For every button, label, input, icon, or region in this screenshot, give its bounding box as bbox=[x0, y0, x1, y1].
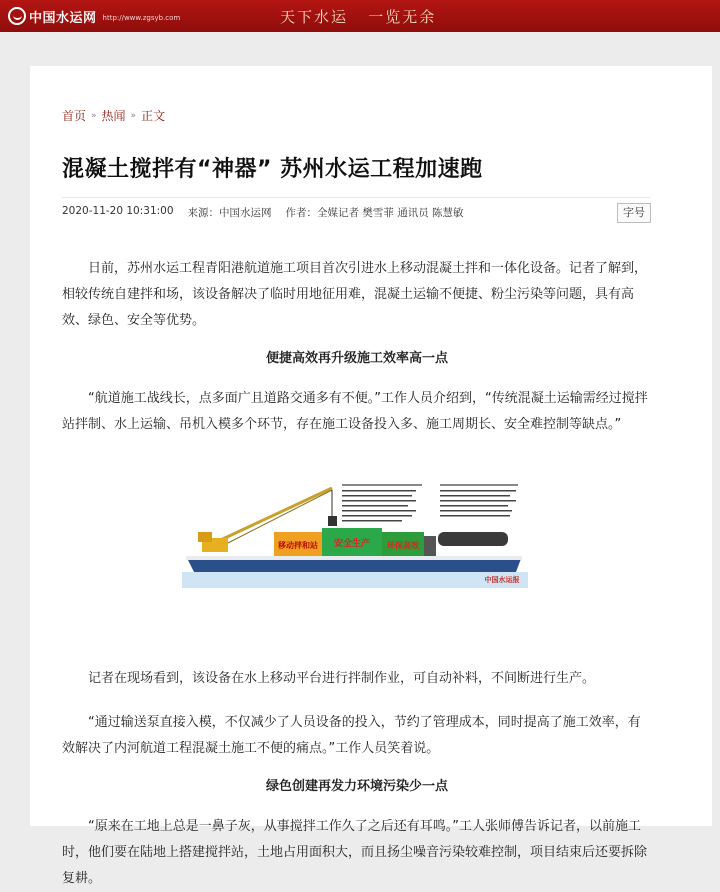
article-meta bbox=[62, 205, 464, 220]
article-date: 2020-11-20 10:31:00 bbox=[62, 205, 174, 217]
paragraph bbox=[62, 710, 652, 762]
section-heading: 便捷高效再升级施工效率高一点 bbox=[265, 351, 448, 366]
logo-icon bbox=[8, 7, 26, 25]
site-header bbox=[0, 0, 720, 32]
logo-text: 中国水运网 bbox=[29, 10, 97, 26]
paragraph-text: “通过输送泵直接入模，不仅减少了人员设备的投入，节约了管理成本，同时提高了施工效率，有效解决了内河航道工程混凝土施工不便的痛点。”工作人员笑着说。 bbox=[62, 715, 641, 756]
watermark: 中国水运报 bbox=[484, 575, 520, 584]
logo-url: http://www.zgsyb.com bbox=[102, 14, 181, 22]
paragraph-text: 日前，苏州水运工程青阳港航道施工项目首次引进水上移动混凝土拌和一体化设备。记者了解到，相较传统自建拌和场，该设备解决了临时用地征用难，混凝土运输不便捷、粉尘污染等问题，具有高效、绿色、安全等优势。 bbox=[62, 261, 648, 328]
title-divider bbox=[62, 197, 650, 198]
article-source: 来源：中国水运网 bbox=[187, 207, 272, 219]
silo-icon bbox=[438, 532, 508, 546]
font-size-button[interactable]: 字号 bbox=[617, 203, 651, 223]
breadcrumb bbox=[62, 107, 165, 124]
paragraph-text: “原来在工地上总是一鼻子灰，从事搅拌工作久了之后还有耳鸣。”工人张师傅告诉记者，以前施工时，他们要在陆地上搭建搅拌站，土地占用面积大，而且扬尘噪音污染较难控制，项目结束后还要拆除复耕。 bbox=[62, 819, 648, 886]
vessel-illustration bbox=[182, 476, 528, 588]
site-slogan: 天下水运 一览无余 bbox=[280, 8, 437, 26]
water bbox=[182, 572, 528, 588]
breadcrumb-separator-icon: » bbox=[130, 110, 137, 121]
figure-label: 安全生产 bbox=[333, 539, 371, 549]
breadcrumb-home[interactable]: 首页 bbox=[62, 109, 87, 123]
section-heading: 绿色创建再发力环境污染少一点 bbox=[265, 779, 448, 794]
figure-label: 移动拌和站 bbox=[278, 541, 318, 550]
paragraph bbox=[62, 814, 652, 892]
breadcrumb-article[interactable]: 正文 bbox=[141, 109, 166, 123]
figure-label: 环保高效 bbox=[387, 541, 419, 550]
breadcrumb-hot-news[interactable]: 热闻 bbox=[101, 109, 126, 123]
breadcrumb-separator-icon: » bbox=[91, 110, 97, 121]
article-title: 混凝土搅拌有“神器” 苏州水运工程加速跑 bbox=[62, 157, 483, 182]
paragraph-text: “航道施工战线长，点多面广且道路交通多有不便。”工作人员介绍到，“传统混凝土运输需经过搅拌站拌制、水上运输、吊机入模多个环节，存在施工设备投入多、施工周期长、安全难控制等缺点。” bbox=[62, 391, 648, 432]
paragraph bbox=[62, 666, 652, 692]
tank-icon bbox=[424, 536, 436, 556]
site-logo[interactable] bbox=[8, 5, 180, 27]
article-author: 作者：全媒记者 樊雪菲 通讯员 陈慧敏 bbox=[285, 207, 464, 219]
paragraph bbox=[62, 256, 652, 334]
paragraph-text: 记者在现场看到，该设备在水上移动平台进行拌制作业，可自动补料，不间断进行生产。 bbox=[88, 671, 596, 686]
article-card bbox=[30, 66, 712, 886]
paragraph bbox=[62, 386, 652, 438]
